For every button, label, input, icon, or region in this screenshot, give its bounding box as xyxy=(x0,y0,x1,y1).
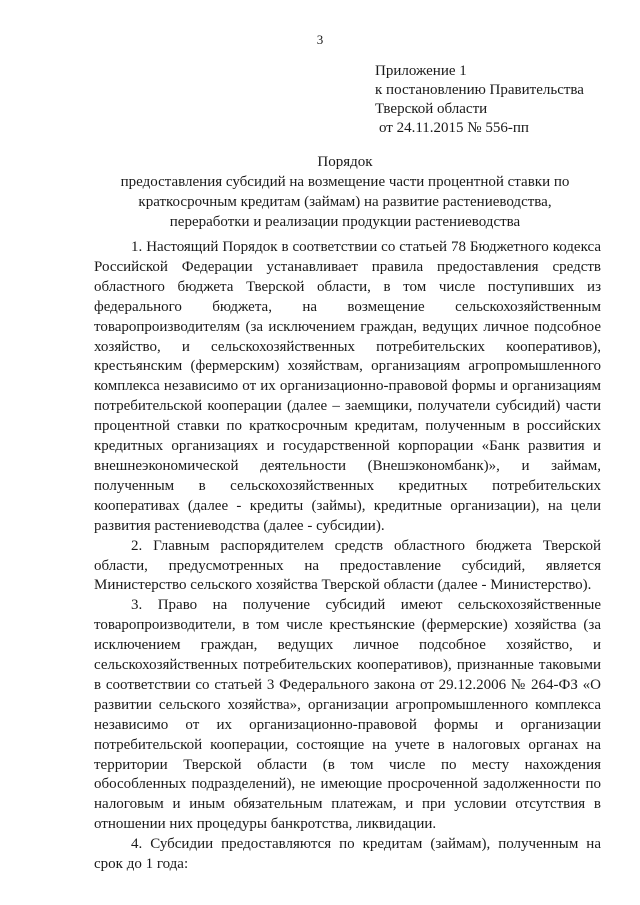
document-body xyxy=(94,238,601,875)
document-title xyxy=(60,152,630,232)
appendix-line: Тверской области xyxy=(375,101,488,117)
appendix-header xyxy=(375,62,615,138)
title-line: предоставления субсидий на возмещение части процентной ставки по xyxy=(120,174,570,190)
paragraph-3: 3. Право на получение субсидий имеют сельскохозяйственные товаропроизводители, в том числе крестьянские (фермерские) хозяйства (за исключением граждан, ведущих личное подсобное хозяйство, и сельскохозяйственных потребительских кооперативов), признанные таковыми в соответствии со статьей 3 Федерального закона от 29.12.2006 № 264-ФЗ «О развитии сельского хозяйства», организации агропромышленного комплекса независимо от их организационно-правовой формы и организации потребительской кооперации, состоящие на учете в налоговых органах на территории Тверской области (в том числе по месту нахождения обособленных подразделений), не имеющие просроченной задолженности по налоговым и иным обязательным платежам, и при условии отсутствия в отношении них процедуры банкротства, ликвидации. xyxy=(94,597,601,833)
appendix-line: к постановлению Правительства xyxy=(375,82,584,98)
page-number: 3 xyxy=(316,32,324,47)
paragraph-1: 1. Настоящий Порядок в соответствии со статьей 78 Бюджетного кодекса Российской Федерации устанавливает правила предоставления средств областного бюджета Тверской области, в том числе поступивших из федерального бюджета, на возмещение сельскохозяйственным товаропроизводителям (за исключением граждан, ведущих личное подсобное хозяйство, и сельскохозяйственных потребительских кооперативов), крестьянским (фермерским) хозяйствам, организациям агропромышленного комплекса независимо от их организационно-правовой формы и организациям потребительской кооперации (далее – заемщики, получатели субсидий) части процентной ставки по краткосрочным кредитам, полученным в российских кредитных организациях и государственной корпорации «Банк развития и внешнеэкономической деятельности (Внешэкономбанк)», и займам, полученным в сельскохозяйственных кредитных потребительских кооперативах (далее - кредиты (займы), кредитные организации), на цели развития растениеводства (далее - субсидии). xyxy=(94,239,601,534)
title-heading: Порядок xyxy=(317,154,373,170)
title-line: переработки и реализации продукции растениеводства xyxy=(169,214,521,230)
title-line: краткосрочным кредитам (займам) на развитие растениеводства, xyxy=(138,194,552,210)
paragraph-4: 4. Субсидии предоставляются по кредитам (займам), полученным на срок до 1 года: xyxy=(94,836,601,873)
appendix-line: Приложение 1 xyxy=(375,63,467,79)
appendix-line: от 24.11.2015 № 556-пп xyxy=(379,120,529,136)
paragraph-2: 2. Главным распорядителем средств областного бюджета Тверской области, предусмотренных на предоставление субсидий, является Министерство сельского хозяйства Тверской области (далее - Министерство). xyxy=(94,537,601,594)
